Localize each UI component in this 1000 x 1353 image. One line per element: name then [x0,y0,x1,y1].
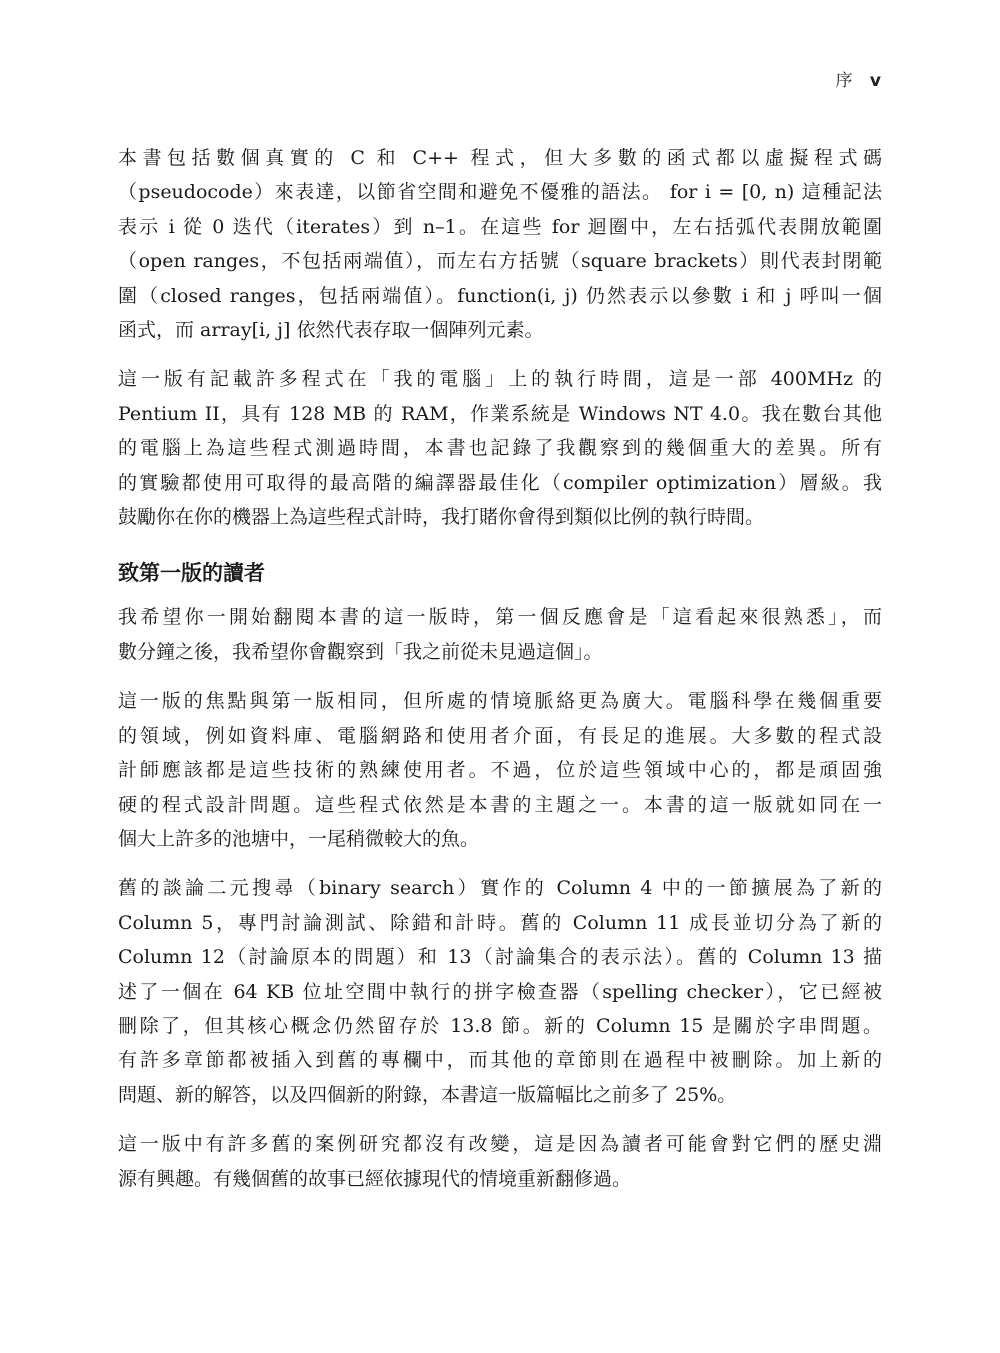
paragraph-4 [118,684,882,856]
text-line: 圍（closed ranges，包括兩端值）。function(i, j) 仍然表示以參數 i 和 j 呼叫一個 [118,284,882,307]
text-line: 有許多章節都被插入到舊的專欄中，而其他的章節則在過程中被刪除。加上新的 [118,1049,882,1072]
text-line: 的實驗都使用可取得的最高階的編譯器最佳化（compiler optimization）層級。我 [118,471,882,494]
paragraph-3 [118,600,882,669]
text-line: 述了一個在 64 KB 位址空間中執行的拼字檢查器（spelling checker），它已經被 [118,980,882,1003]
text-line: 硬的程式設計問題。這些程式依然是本書的主題之一。本書的這一版就如同在一 [118,793,882,816]
text-line: （pseudocode）來表達，以節省空間和避免不優雅的語法。 for i = [0, n) 這種記法 [118,181,882,204]
page-number: v [869,71,882,91]
text-line: 刪除了，但其核心概念仍然留存於 13.8 節。新的 Column 15 是關於字串問題。 [118,1014,882,1037]
text-line: Column 12（討論原本的問題）和 13（討論集合的表示法）。舊的 Column 13 描 [118,946,882,969]
text-line: 的電腦上為這些程式測過時間，本書也記錄了我觀察到的幾個重大的差異。所有 [118,437,882,460]
body-text [118,141,882,1211]
text-line: 函式，而 array[i, j] 依然代表存取一個陣列元素。 [118,319,544,342]
text-line: 數分鐘之後，我希望你會觀察到「我之前從未見過這個」。 [118,640,603,663]
text-line: 鼓勵你在你的機器上為這些程式計時，我打賭你會得到類似比例的執行時間。 [118,506,765,529]
paragraph-1 [118,141,882,347]
text-line: Column 5，專門討論測試、除錯和計時。舊的 Column 11 成長並切分為了新的 [118,911,882,934]
text-line: 源有興趣。有幾個舊的故事已經依據現代的情境重新翻修過。 [118,1167,632,1190]
text-line: 表示 i 從 0 迭代（iterates）到 n–1。在這些 for 迴圈中，左右括弧代表開放範圍 [118,215,882,238]
text-line: Pentium II，具有 128 MB 的 RAM，作業系統是 Windows NT 4.0。我在數台其他 [118,402,882,425]
paragraph-2 [118,362,882,534]
text-line: 舊的談論二元搜尋（binary search）實作的 Column 4 中的一節擴展為了新的 [118,877,882,900]
text-line: 計師應該都是這些技術的熟練使用者。不過，位於這些領域中心的，都是頑固強 [118,759,882,782]
text-line: 的領域，例如資料庫、電腦網路和使用者介面，有長足的進展。大多數的程式設 [118,724,882,747]
running-head [836,66,883,91]
paragraph-5 [118,871,882,1112]
text-line: 這一版有記載許多程式在「我的電腦」上的執行時間，這是一部 400MHz 的 [118,368,882,391]
section-heading: 致第一版的讀者 [118,561,265,586]
text-line: 問題、新的解答，以及四個新的附錄，本書這一版篇幅比之前多了 25%。 [118,1083,737,1106]
text-line: 這一版的焦點與第一版相同，但所處的情境脈絡更為廣大。電腦科學在幾個重要 [118,690,882,713]
text-line: （open ranges，不包括兩端值），而左右方括號（square brackets）則代表封閉範 [118,250,882,273]
text-line: 本書包括數個真實的 C 和 C++ 程式，但大多數的函式都以虛擬程式碼 [118,147,882,169]
paragraph-6 [118,1127,882,1196]
section-name: 序 [835,71,854,91]
text-line: 這一版中有許多舊的案例研究都沒有改變，這是因為讀者可能會對它們的歷史淵 [118,1133,882,1156]
text-line: 我希望你一開始翻閱本書的這一版時，第一個反應會是「這看起來很熟悉」，而 [118,606,882,629]
text-line: 個大上許多的池塘中，一尾稍微較大的魚。 [118,827,480,850]
